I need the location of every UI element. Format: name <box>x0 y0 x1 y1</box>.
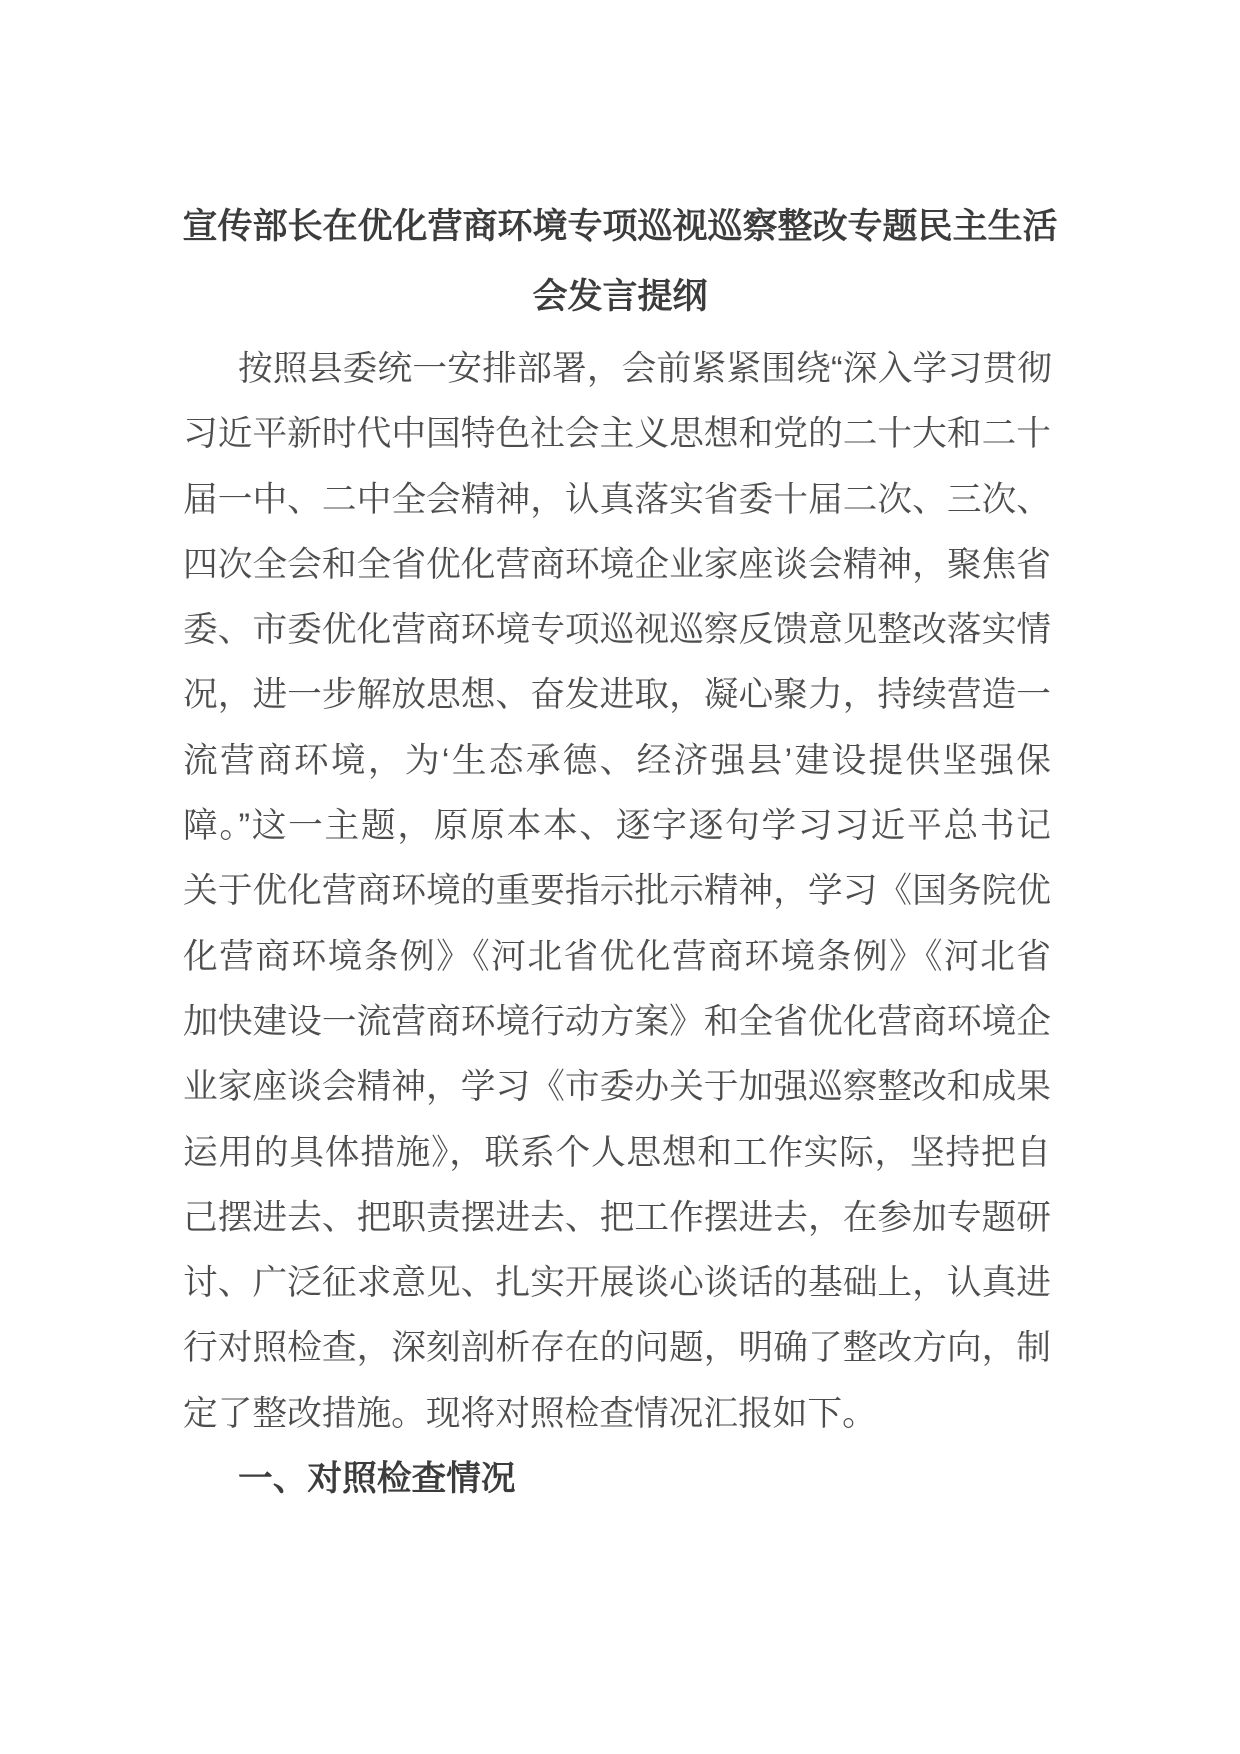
paragraph-line: 行对照检查，深刻剖析存在的问题，明确了整改方向，制 <box>183 1329 1051 1368</box>
paragraph-line: 己摆进去、把职责摆进去、把工作摆进去，在参加专题研 <box>183 1198 1051 1237</box>
paragraph-line: 流营商环境，为‘生态承德、经济强县’建设提供坚强保 <box>183 741 1051 780</box>
title-line-2: 会发言提纲 <box>532 277 708 316</box>
paragraph-line: 运用的具体措施》，联系个人思想和工作实际，坚持把自 <box>183 1133 1051 1172</box>
paragraph-line: 加快建设一流营商环境行动方案》和全省优化营商环境企 <box>183 1002 1051 1041</box>
paragraph-line: 届一中、二中全会精神，认真落实省委十届二次、三次、 <box>183 480 1051 519</box>
paragraph-line: 按照县委统一安排部署，会前紧紧围绕“深入学习贯彻 <box>238 350 1051 388</box>
document-title <box>0 0 1240 332</box>
body-paragraph <box>183 337 1051 1447</box>
paragraph-line: 业家座谈会精神，学习《市委办关于加强巡察整改和成果 <box>183 1068 1051 1107</box>
paragraph-line: 况，进一步解放思想、奋发进取，凝心聚力，持续营造一 <box>183 676 1051 715</box>
title-line-1: 宣传部长在优化营商环境专项巡视巡察整改专题民主生活 <box>182 207 1058 246</box>
paragraph-line: 四次全会和全省优化营商环境企业家座谈会精神，聚焦省 <box>183 545 1051 584</box>
section-heading: 一、对照检查情况 <box>238 1460 516 1499</box>
paragraph-line: 讨、广泛征求意见、扎实开展谈心谈话的基础上，认真进 <box>183 1264 1051 1303</box>
paragraph-line: 化营商环境条例》《河北省优化营商环境条例》《河北省 <box>183 937 1051 976</box>
paragraph-line: 定了整改措施。现将对照检查情况汇报如下。 <box>183 1394 877 1433</box>
paragraph-line: 习近平新时代中国特色社会主义思想和党的二十大和二十 <box>183 415 1051 454</box>
paragraph-line: 障。”这一主题，原原本本、逐字逐句学习习近平总书记 <box>183 807 1051 846</box>
paragraph-line: 关于优化营商环境的重要指示批示精神，学习《国务院优 <box>183 872 1051 911</box>
paragraph-line: 委、市委优化营商环境专项巡视巡察反馈意见整改落实情 <box>183 611 1051 650</box>
